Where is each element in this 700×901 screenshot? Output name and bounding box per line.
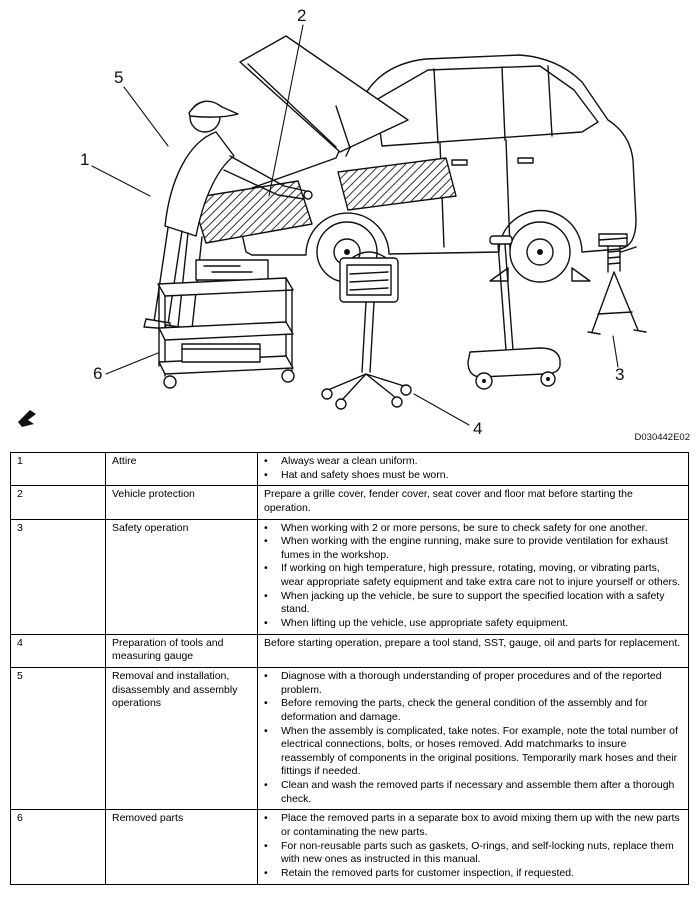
bullet-item	[264, 779, 682, 806]
bullet-item	[264, 697, 682, 724]
bullet-text: When working with the engine running, make sure to provide ventilation for exhaust fumes in the workshop.	[281, 535, 668, 561]
row-number: 3	[11, 519, 106, 634]
row-category: Vehicle protection	[106, 486, 258, 519]
safety-precautions-table	[10, 452, 689, 885]
bullet-marker: •	[264, 866, 268, 879]
callout-3-label: 3	[615, 365, 625, 384]
bullet-marker: •	[264, 697, 268, 710]
table-row	[11, 453, 689, 486]
workshop-illustration	[0, 0, 700, 450]
bullet-marker: •	[264, 669, 268, 682]
cap-illustration	[189, 101, 238, 117]
row-description	[258, 519, 689, 634]
workshop-scene-svg	[0, 0, 700, 450]
wheel-chock	[490, 268, 508, 281]
row-description	[258, 486, 689, 519]
bullet-text: Always wear a clean uniform.	[281, 455, 418, 467]
bullet-marker: •	[264, 839, 268, 852]
bullet-item	[264, 522, 682, 536]
row-description	[258, 453, 689, 486]
bullet-text: Clean and wash the removed parts if necessary and assemble them after a thorough check.	[281, 779, 675, 805]
table-row	[11, 519, 689, 634]
bullet-item	[264, 725, 682, 780]
row-category: Safety operation	[106, 519, 258, 634]
table-row	[11, 810, 689, 884]
bullet-marker: •	[264, 535, 268, 548]
row-category: Removed parts	[106, 810, 258, 884]
bullet-text: Hat and safety shoes must be worn.	[281, 468, 449, 481]
bullet-item	[264, 590, 682, 617]
callout-1-label: 1	[80, 150, 90, 169]
safety-table-body	[11, 453, 689, 885]
table-row	[11, 667, 689, 809]
callout-4-label: 4	[473, 419, 483, 438]
callout-5-label: 5	[114, 68, 124, 87]
bullet-marker: •	[264, 455, 268, 467]
bullet-marker: •	[264, 812, 268, 825]
wheel-chock	[572, 268, 590, 281]
bullet-text: When lifting up the vehicle, use appropriate safety equipment.	[281, 617, 569, 630]
bullet-item	[264, 840, 682, 867]
pointer-icon	[18, 410, 36, 427]
bullet-marker: •	[264, 617, 268, 630]
row-number: 2	[11, 486, 106, 519]
callout-2-label: 2	[297, 6, 307, 25]
bullet-item	[264, 469, 682, 483]
description-text: Prepare a grille cover, fender cover, seat cover and floor mat before starting the operation.	[264, 488, 633, 514]
row-category: Attire	[106, 453, 258, 486]
row-description	[258, 634, 689, 667]
bullet-text: When working with 2 or more persons, be sure to check safety for one another.	[281, 521, 648, 534]
bullet-item	[264, 812, 682, 839]
row-number: 1	[11, 453, 106, 486]
bullet-text: If working on high temperature, high pressure, rotating, moving, or vibrating parts, wear appropriate safety equipment and take extra care not to injure yourself or others.	[281, 562, 681, 589]
bullet-marker: •	[264, 468, 268, 481]
bullet-text: When the assembly is complicated, take notes. For example, note the total number of electrical connections, bolts, or hoses removed. Add matchmarks to insure reassembly of components in the original positions. Temporarily mark hoses and their fittings if needed.	[281, 724, 678, 778]
bullet-item	[264, 455, 682, 469]
figure-code: D030442E02	[634, 432, 690, 443]
bullet-item	[264, 535, 682, 562]
row-number: 4	[11, 634, 106, 667]
bullet-item	[264, 617, 682, 631]
bullet-text: Place the removed parts in a separate box to avoid mixing them up with the new parts or contaminating the new parts.	[281, 812, 680, 839]
bullet-text: Retain the removed parts for customer inspection, if requested.	[281, 866, 574, 879]
description-text: Before starting operation, prepare a tool stand, SST, gauge, oil and parts for replacement.	[264, 636, 681, 649]
bullet-text: Before removing the parts, check the general condition of the assembly and for deformation and damage.	[281, 697, 648, 723]
bullet-item	[264, 670, 682, 697]
bullet-text: Diagnose with a thorough understanding of proper procedures and of the reported problem.	[281, 669, 662, 696]
bullet-marker: •	[264, 724, 268, 737]
table-row	[11, 634, 689, 667]
bullet-marker: •	[264, 521, 268, 534]
bullet-text: When jacking up the vehicle, be sure to support the specified location with a safety stand.	[281, 589, 665, 616]
bullet-item	[264, 867, 682, 881]
table-row	[11, 486, 689, 519]
row-description	[258, 810, 689, 884]
row-category: Preparation of tools and measuring gauge	[106, 634, 258, 667]
callout-6-label: 6	[93, 364, 103, 383]
row-category: Removal and installation, disassembly and assembly operations	[106, 667, 258, 809]
bullet-text: For non-reusable parts such as gaskets, O-rings, and self-locking nuts, replace them with new ones as instructed in this manual.	[281, 839, 674, 866]
row-description	[258, 667, 689, 809]
row-number: 5	[11, 667, 106, 809]
bullet-marker: •	[264, 589, 268, 602]
bullet-item	[264, 562, 682, 589]
bullet-marker: •	[264, 562, 268, 575]
row-number: 6	[11, 810, 106, 884]
bullet-marker: •	[264, 779, 268, 792]
